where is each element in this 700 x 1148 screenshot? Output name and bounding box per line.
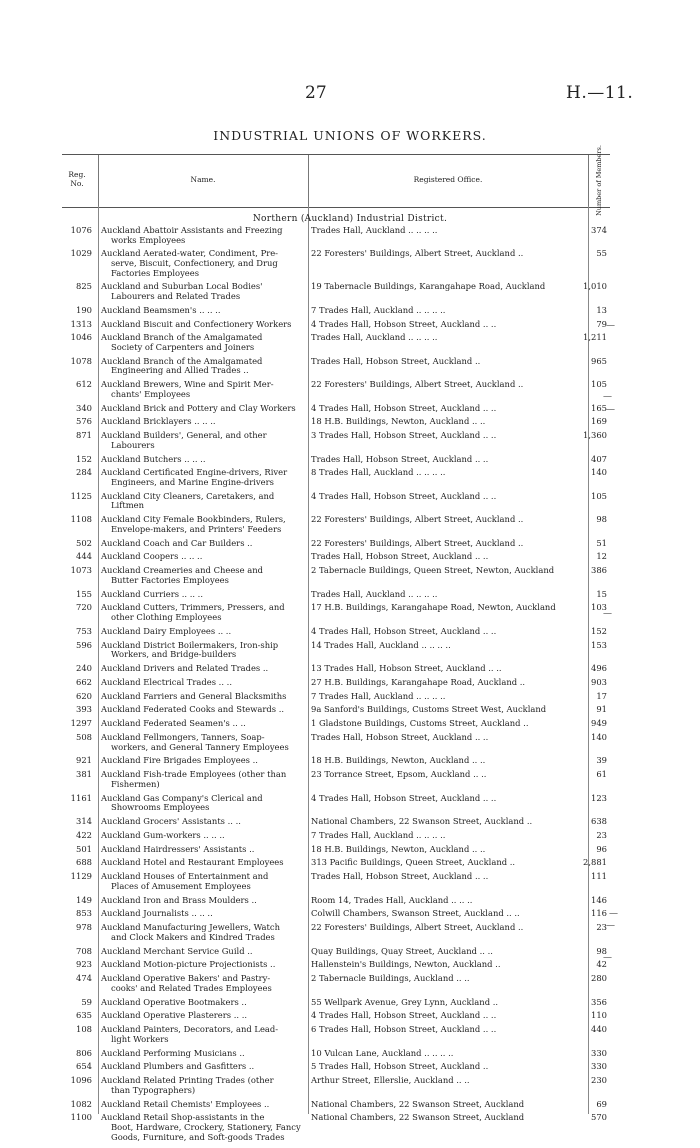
reg-number: 1129 (70, 871, 92, 882)
union-name-line: Auckland Beamsmen's .. .. .. (101, 304, 221, 315)
union-name-continuation: Envelope-makers, and Printers' Feeders (111, 523, 282, 534)
union-name-continuation: Engineers, and Marine Engine-drivers (111, 476, 274, 487)
union-name (101, 1049, 301, 1059)
union-name (101, 872, 301, 891)
reg-number: 620 (76, 690, 92, 701)
district-heading: Northern (Auckland) Industrial District. (252, 214, 448, 224)
union-name-continuation: Labourers (111, 439, 155, 450)
union-name-line: Auckland Gum-workers .. .. .. (101, 829, 225, 840)
member-count: 330 (591, 1047, 607, 1058)
reg-number: 688 (76, 857, 92, 868)
registered-office: 22 Foresters' Buildings, Albert Street, Auckland .. (311, 922, 524, 933)
member-count: 152 (591, 625, 607, 636)
union-name-continuation: cooks' and Related Trades Employees (111, 982, 272, 993)
union-name-continuation: light Workers (111, 1033, 169, 1044)
union-name-continuation: other Clothing Employees (111, 611, 222, 622)
union-name-line: Auckland Retail Shop-assistants in the (101, 1112, 265, 1123)
union-name (101, 641, 301, 660)
registered-office: Quay Buildings, Quay Street, Auckland .. .. (311, 945, 493, 956)
page-title: INDUSTRIAL UNIONS OF WORKERS. (213, 128, 487, 143)
union-name (101, 664, 301, 674)
reg-number: 1076 (70, 225, 92, 235)
margin-mark: — (606, 321, 615, 331)
column-rule (98, 206, 99, 1114)
reg-number: 393 (76, 704, 92, 715)
union-name-line: Auckland Operative Bootmakers .. (101, 996, 247, 1007)
reg-number: 753 (76, 625, 92, 636)
registered-office: 22 Foresters' Buildings, Albert Street, Auckland .. (311, 248, 524, 259)
member-count: 140 (591, 732, 607, 742)
registered-office: 9a Sanford's Buildings, Customs Street West, Auckland (311, 704, 547, 715)
reg-number: 108 (76, 1024, 92, 1035)
union-name-continuation: Butter Factories Employees (111, 574, 229, 585)
registered-office: 7 Trades Hall, Auckland .. .. .. .. (311, 304, 446, 315)
registered-office: Trades Hall, Hobson Street, Auckland .. .. (311, 732, 489, 742)
registered-office: 4 Trades Hall, Hobson Street, Auckland .. .. (311, 402, 497, 413)
reg-number: 422 (76, 829, 92, 840)
member-count: 39 (596, 755, 607, 766)
member-count: 903 (591, 676, 607, 687)
reg-number: 152 (76, 453, 92, 464)
registered-office: 27 H.B. Buildings, Karangahape Road, Auckland .. (311, 676, 526, 687)
registered-office: 10 Vulcan Lane, Auckland .. .. .. .. (311, 1047, 454, 1058)
margin-mark: — (606, 405, 615, 415)
registered-office: National Chambers, 22 Swanson Street, Auckland (311, 1098, 525, 1109)
union-name (101, 455, 301, 465)
reg-number: 654 (76, 1061, 92, 1072)
union-name-line: Auckland Electrical Trades .. .. (101, 676, 232, 687)
registered-office: Colwill Chambers, Swanson Street, Auckland .. .. (311, 908, 520, 919)
union-name (101, 896, 301, 906)
member-count: 1,010 (583, 281, 607, 292)
member-count: 42 (596, 959, 607, 970)
reg-number: 662 (76, 676, 92, 687)
union-name (101, 817, 301, 827)
registered-office: 4 Trades Hall, Hobson Street, Auckland .. .. (311, 490, 497, 501)
union-name-line: Auckland Plumbers and Gasfitters .. (101, 1061, 255, 1072)
reg-number: 635 (76, 1010, 92, 1021)
union-name-line: Auckland Bricklayers .. .. .. (101, 416, 216, 427)
reg-number: 501 (76, 843, 92, 854)
union-name (101, 1113, 301, 1142)
union-name-line: Auckland District Boilermakers, Iron-ship (101, 639, 279, 650)
union-name-line: Auckland Coopers .. .. .. (101, 551, 203, 562)
union-name-line: Auckland Hairdressers' Assistants .. (101, 843, 255, 854)
reg-number: 149 (76, 894, 92, 905)
registered-office: 5 Trades Hall, Hobson Street, Auckland .. (311, 1061, 489, 1072)
member-count: 96 (596, 843, 607, 854)
registered-office: 6 Trades Hall, Hobson Street, Auckland .. .. (311, 1024, 497, 1035)
union-name (101, 733, 301, 752)
registered-office: 22 Foresters' Buildings, Albert Street, Auckland .. (311, 537, 524, 548)
member-count: 15 (596, 588, 607, 599)
reg-number: 190 (76, 304, 92, 315)
reg-number: 340 (76, 402, 92, 413)
registered-office: 22 Foresters' Buildings, Albert Street, Auckland .. (311, 379, 524, 390)
reg-number: 1046 (70, 332, 92, 343)
header-name: Name. (190, 175, 216, 184)
column-divider (588, 155, 589, 207)
union-name (101, 1076, 301, 1095)
reg-number: 314 (76, 816, 92, 826)
registered-office: 4 Trades Hall, Hobson Street, Auckland .. .. (311, 1010, 497, 1021)
margin-mark: — (609, 909, 618, 919)
reg-number: 474 (76, 973, 92, 984)
union-name-line: Auckland Brewers, Wine and Spirit Mer- (101, 379, 274, 390)
union-name-line: Auckland Gas Company's Clerical and (101, 792, 263, 803)
reg-number: 978 (76, 922, 92, 933)
registered-office: 18 H.B. Buildings, Newton, Auckland .. .. (311, 416, 486, 427)
union-name (101, 306, 301, 316)
reg-number: 825 (76, 281, 92, 292)
member-count: 111 (591, 871, 607, 882)
registered-office: 2 Tabernacle Buildings, Auckland .. .. (311, 973, 470, 984)
registered-office: 8 Trades Hall, Auckland .. .. .. .. (311, 467, 446, 478)
union-name (101, 566, 301, 585)
union-name-line: Auckland Coach and Car Builders .. (101, 537, 253, 548)
union-name (101, 974, 301, 993)
union-name (101, 756, 301, 766)
union-name (101, 249, 301, 278)
registered-office: 1 Gladstone Buildings, Customs Street, Auckland .. (311, 718, 529, 729)
registered-office: 13 Trades Hall, Hobson Street, Auckland .. .. (311, 663, 502, 673)
member-count: 13 (596, 304, 607, 315)
member-count: 12 (596, 551, 607, 562)
union-name-line: Auckland City Female Bookbinders, Rulers, (101, 514, 286, 525)
member-count: 110 (591, 1010, 607, 1021)
union-name (101, 431, 301, 450)
union-name (101, 226, 301, 245)
union-name-line: Auckland Biscuit and Confectionery Workers (101, 318, 292, 329)
member-count: 98 (596, 514, 607, 525)
member-count: 230 (591, 1075, 607, 1086)
union-name-line: Auckland Performing Musicians .. (101, 1047, 245, 1058)
union-name (101, 947, 301, 957)
union-name (101, 1011, 301, 1021)
union-name-continuation: Places of Amusement Employees (111, 880, 251, 891)
reg-number: 1029 (70, 248, 92, 259)
member-count: 23 (596, 922, 607, 933)
member-count: 2,881 (583, 857, 607, 868)
registered-office: 18 H.B. Buildings, Newton, Auckland .. .. (311, 843, 486, 854)
member-count: 17 (596, 690, 607, 701)
reg-number: 502 (76, 537, 92, 548)
member-count: 146 (591, 894, 607, 905)
union-name-line: Auckland Certificated Engine-drivers, River (101, 467, 288, 478)
registered-office: National Chambers, 22 Swanson Street, Auckland .. (311, 816, 533, 826)
union-name-line: Auckland Farriers and General Blacksmiths (101, 690, 287, 701)
registered-office: Arthur Street, Ellerslie, Auckland .. .. (311, 1075, 470, 1086)
union-name-line: Auckland Motion-picture Projectionists .. (101, 959, 276, 970)
union-name (101, 845, 301, 855)
reg-number: 444 (76, 551, 92, 562)
member-count: 165 (591, 402, 607, 413)
union-name (101, 770, 301, 789)
reg-number: 1125 (70, 490, 92, 501)
margin-mark: — (603, 392, 612, 402)
union-name-line: Auckland Butchers .. .. .. (101, 453, 206, 464)
registered-office: 4 Trades Hall, Hobson Street, Auckland .. .. (311, 792, 497, 803)
union-name (101, 719, 301, 729)
registered-office: Trades Hall, Hobson Street, Auckland .. .. (311, 453, 489, 464)
reg-number: 720 (76, 602, 92, 613)
union-name-line: Auckland Cutters, Trimmers, Pressers, and (101, 602, 285, 613)
union-name-line: Auckland and Suburban Local Bodies' (101, 281, 263, 292)
union-name-line: Auckland Abattoir Assistants and Freezing (101, 225, 283, 235)
member-count: 55 (596, 248, 607, 259)
union-name-line: Auckland Drivers and Related Trades .. (101, 663, 269, 673)
union-name (101, 590, 301, 600)
union-name (101, 627, 301, 637)
member-count: 103 (591, 602, 607, 613)
reg-number: 806 (76, 1047, 92, 1058)
member-count: 69 (596, 1098, 607, 1109)
union-name (101, 333, 301, 352)
union-name (101, 320, 301, 330)
registered-office: 7 Trades Hall, Auckland .. .. .. .. (311, 829, 446, 840)
member-count: 949 (591, 718, 607, 729)
member-count: 1,360 (583, 430, 607, 441)
union-name (101, 603, 301, 622)
member-count: 116 (591, 908, 607, 919)
union-name (101, 692, 301, 702)
registered-office: Trades Hall, Hobson Street, Auckland .. .. (311, 871, 489, 882)
registered-office: Trades Hall, Hobson Street, Auckland .. .. (311, 551, 489, 562)
member-count: 105 (591, 379, 607, 390)
reg-number: 1100 (70, 1112, 92, 1123)
union-name-line: Auckland Fire Brigades Employees .. (101, 755, 258, 766)
union-name-continuation: Liftmen (111, 500, 144, 511)
reg-number: 1108 (70, 514, 92, 525)
union-name-continuation: Labourers and Related Trades (111, 290, 241, 301)
reg-number: 1161 (70, 792, 92, 803)
union-name-line: Auckland Operative Bakers' and Pastry- (101, 973, 271, 984)
registered-office: National Chambers, 22 Swanson Street, Auckland (311, 1112, 525, 1123)
union-name (101, 831, 301, 841)
union-name-line: Auckland Brick and Pottery and Clay Workers (101, 402, 296, 413)
union-name-line: Auckland Iron and Brass Moulders .. (101, 894, 257, 905)
member-count: 386 (591, 565, 607, 576)
union-name-line: Auckland Merchant Service Guild .. (101, 945, 253, 956)
registered-office: 4 Trades Hall, Hobson Street, Auckland .. .. (311, 625, 497, 636)
registered-office: Trades Hall, Auckland .. .. .. .. (311, 332, 438, 343)
union-name-continuation: and Clock Makers and Kindred Trades (111, 931, 275, 942)
member-count: 496 (591, 663, 607, 673)
member-count: 105 (591, 490, 607, 501)
union-name (101, 705, 301, 715)
union-name (101, 380, 301, 399)
member-count: 61 (596, 769, 607, 780)
union-name (101, 1062, 301, 1072)
union-name (101, 417, 301, 427)
member-count: 965 (591, 355, 607, 366)
union-name-line: Auckland Operative Plasterers .. .. (101, 1010, 248, 1021)
member-count: 374 (591, 225, 607, 235)
reg-number: 923 (76, 959, 92, 970)
margin-mark: — (603, 953, 612, 963)
union-name (101, 539, 301, 549)
union-name-line: Auckland Builders', General, and other (101, 430, 267, 441)
union-name-line: Auckland Houses of Entertainment and (101, 871, 269, 882)
member-count: 330 (591, 1061, 607, 1072)
union-name-line: Auckland Manufacturing Jewellers, Watch (101, 922, 280, 933)
union-name-line: Auckland Federated Cooks and Stewards .. (101, 704, 285, 715)
reg-number: 59 (81, 996, 92, 1007)
registered-office: 55 Wellpark Avenue, Grey Lynn, Auckland .. (311, 996, 499, 1007)
union-name-line: Auckland Painters, Decorators, and Lead- (101, 1024, 279, 1035)
union-name-continuation: Fishermen) (111, 778, 160, 789)
registered-office: 3 Trades Hall, Hobson Street, Auckland .. .. (311, 430, 497, 441)
reg-number: 508 (76, 732, 92, 742)
reg-number: 871 (76, 430, 92, 441)
reg-number: 612 (76, 379, 92, 390)
member-count: 638 (591, 816, 607, 826)
union-name (101, 492, 301, 511)
union-name-line: Auckland Creameries and Cheese and (101, 565, 263, 576)
member-count: 51 (596, 537, 607, 548)
union-name-line: Auckland City Cleaners, Caretakers, and (101, 490, 275, 501)
union-name-line: Auckland Fellmongers, Tanners, Soap- (101, 732, 265, 742)
member-count: 123 (591, 792, 607, 803)
registered-office: Room 14, Trades Hall, Auckland .. .. .. (311, 894, 473, 905)
union-name (101, 282, 301, 301)
member-count: 91 (596, 704, 607, 715)
header-office: Registered Office. (413, 175, 483, 184)
union-name-line: Auckland Curriers .. .. .. (101, 588, 204, 599)
union-name (101, 468, 301, 487)
reg-number: 708 (76, 945, 92, 956)
registered-office: 14 Trades Hall, Auckland .. .. .. .. (311, 639, 451, 650)
member-count: 169 (591, 416, 607, 427)
registered-office: 7 Trades Hall, Auckland .. .. .. .. (311, 690, 446, 701)
member-count: 79 (596, 318, 607, 329)
union-name (101, 998, 301, 1008)
union-name-line: Auckland Federated Seamen's .. .. (101, 718, 246, 729)
union-name-line: Auckland Journalists .. .. .. (101, 908, 213, 919)
registered-office: 4 Trades Hall, Hobson Street, Auckland .. .. (311, 318, 497, 329)
registered-office: Trades Hall, Auckland .. .. .. .. (311, 225, 438, 235)
member-count: 280 (591, 973, 607, 984)
union-name-continuation: than Typographers) (111, 1084, 196, 1095)
union-name (101, 357, 301, 376)
registered-office: Trades Hall, Hobson Street, Auckland .. (311, 355, 481, 366)
margin-mark: — (606, 921, 615, 931)
reg-number: 1297 (70, 718, 92, 729)
union-name (101, 515, 301, 534)
reg-number: 240 (76, 663, 92, 673)
reg-number: 155 (76, 588, 92, 599)
union-name (101, 960, 301, 970)
union-name-line: Auckland Related Printing Trades (other (101, 1075, 274, 1086)
reg-number: 284 (76, 467, 92, 478)
member-count: 407 (591, 453, 607, 464)
member-count: 440 (591, 1024, 607, 1035)
member-count: 570 (591, 1112, 607, 1123)
union-name-line: Auckland Dairy Employees .. .. (101, 625, 232, 636)
union-name-continuation: Society of Carpenters and Joiners (111, 341, 255, 352)
union-name (101, 794, 301, 813)
union-name-continuation: Boot, Hardware, Crockery, Stationery, Fancy Goods, Furniture, and Soft-goods Trades (111, 1121, 301, 1142)
member-count: 140 (591, 467, 607, 478)
union-name (101, 1100, 301, 1110)
union-name (101, 552, 301, 562)
union-name-continuation: Showrooms Employees (111, 802, 210, 813)
registered-office: Hallenstein's Buildings, Newton, Auckland .. (311, 959, 501, 970)
union-name-line: Auckland Retail Chemists' Employees .. (101, 1098, 270, 1109)
member-count: 1,211 (583, 332, 607, 343)
union-name-continuation: workers, and General Tannery Employees (111, 741, 289, 752)
union-name-line: Auckland Hotel and Restaurant Employees (101, 857, 284, 868)
union-name (101, 678, 301, 688)
union-name-continuation: works Employees (111, 234, 186, 245)
registered-office: 19 Tabernacle Buildings, Karangahape Road, Auckland (311, 281, 546, 292)
margin-mark: — (603, 609, 612, 619)
registered-office: 17 H.B. Buildings, Karangahape Road, Newton, Auckland (311, 602, 556, 613)
document-code: H.—11. (566, 83, 634, 103)
column-rule (308, 206, 309, 1114)
header-reg-no: Reg. No. (68, 170, 86, 188)
union-name-continuation: Engineering and Allied Trades .. (111, 365, 249, 376)
union-name-line: Auckland Aerated-water, Condiment, Pre- (101, 248, 278, 259)
registered-office: 23 Torrance Street, Epsom, Auckland .. .. (311, 769, 487, 780)
reg-number: 1313 (70, 318, 92, 329)
page-number: 27 (305, 83, 327, 103)
registered-office: 18 H.B. Buildings, Newton, Auckland .. .. (311, 755, 486, 766)
union-name-continuation: chants' Employees (111, 388, 191, 399)
reg-number: 596 (76, 639, 92, 650)
union-name-continuation: serve, Biscuit, Confectionery, and Drug Factories Employees (111, 257, 278, 278)
member-count: 23 (596, 829, 607, 840)
member-count: 153 (591, 639, 607, 650)
registered-office: Trades Hall, Auckland .. .. .. .. (311, 588, 438, 599)
union-name (101, 404, 301, 414)
union-name (101, 858, 301, 868)
union-name (101, 909, 301, 919)
registered-office: 22 Foresters' Buildings, Albert Street, Auckland .. (311, 514, 524, 525)
union-name-line: Auckland Grocers' Assistants .. .. (101, 816, 241, 826)
union-name (101, 1025, 301, 1044)
member-count: 98 (596, 945, 607, 956)
reg-number: 381 (76, 769, 92, 780)
reg-number: 853 (76, 908, 92, 919)
reg-number: 576 (76, 416, 92, 427)
header-members: Number of Members. (594, 144, 603, 216)
reg-number: 921 (76, 755, 92, 766)
reg-number: 1096 (70, 1075, 92, 1086)
member-count: 356 (591, 996, 607, 1007)
registered-office: 2 Tabernacle Buildings, Queen Street, Newton, Auckland (311, 565, 555, 576)
union-name-continuation: Workers, and Bridge-builders (111, 649, 237, 660)
reg-number: 1082 (70, 1098, 92, 1109)
union-name-line: Auckland Branch of the Amalgamated (101, 332, 263, 343)
table-header (62, 144, 610, 216)
reg-number: 1078 (70, 355, 92, 366)
registered-office: 313 Pacific Buildings, Queen Street, Auckland .. (311, 857, 516, 868)
union-name-line: Auckland Fish-trade Employees (other than (101, 769, 287, 780)
union-name (101, 923, 301, 942)
union-name-line: Auckland Branch of the Amalgamated (101, 355, 263, 366)
reg-number: 1073 (70, 565, 92, 576)
